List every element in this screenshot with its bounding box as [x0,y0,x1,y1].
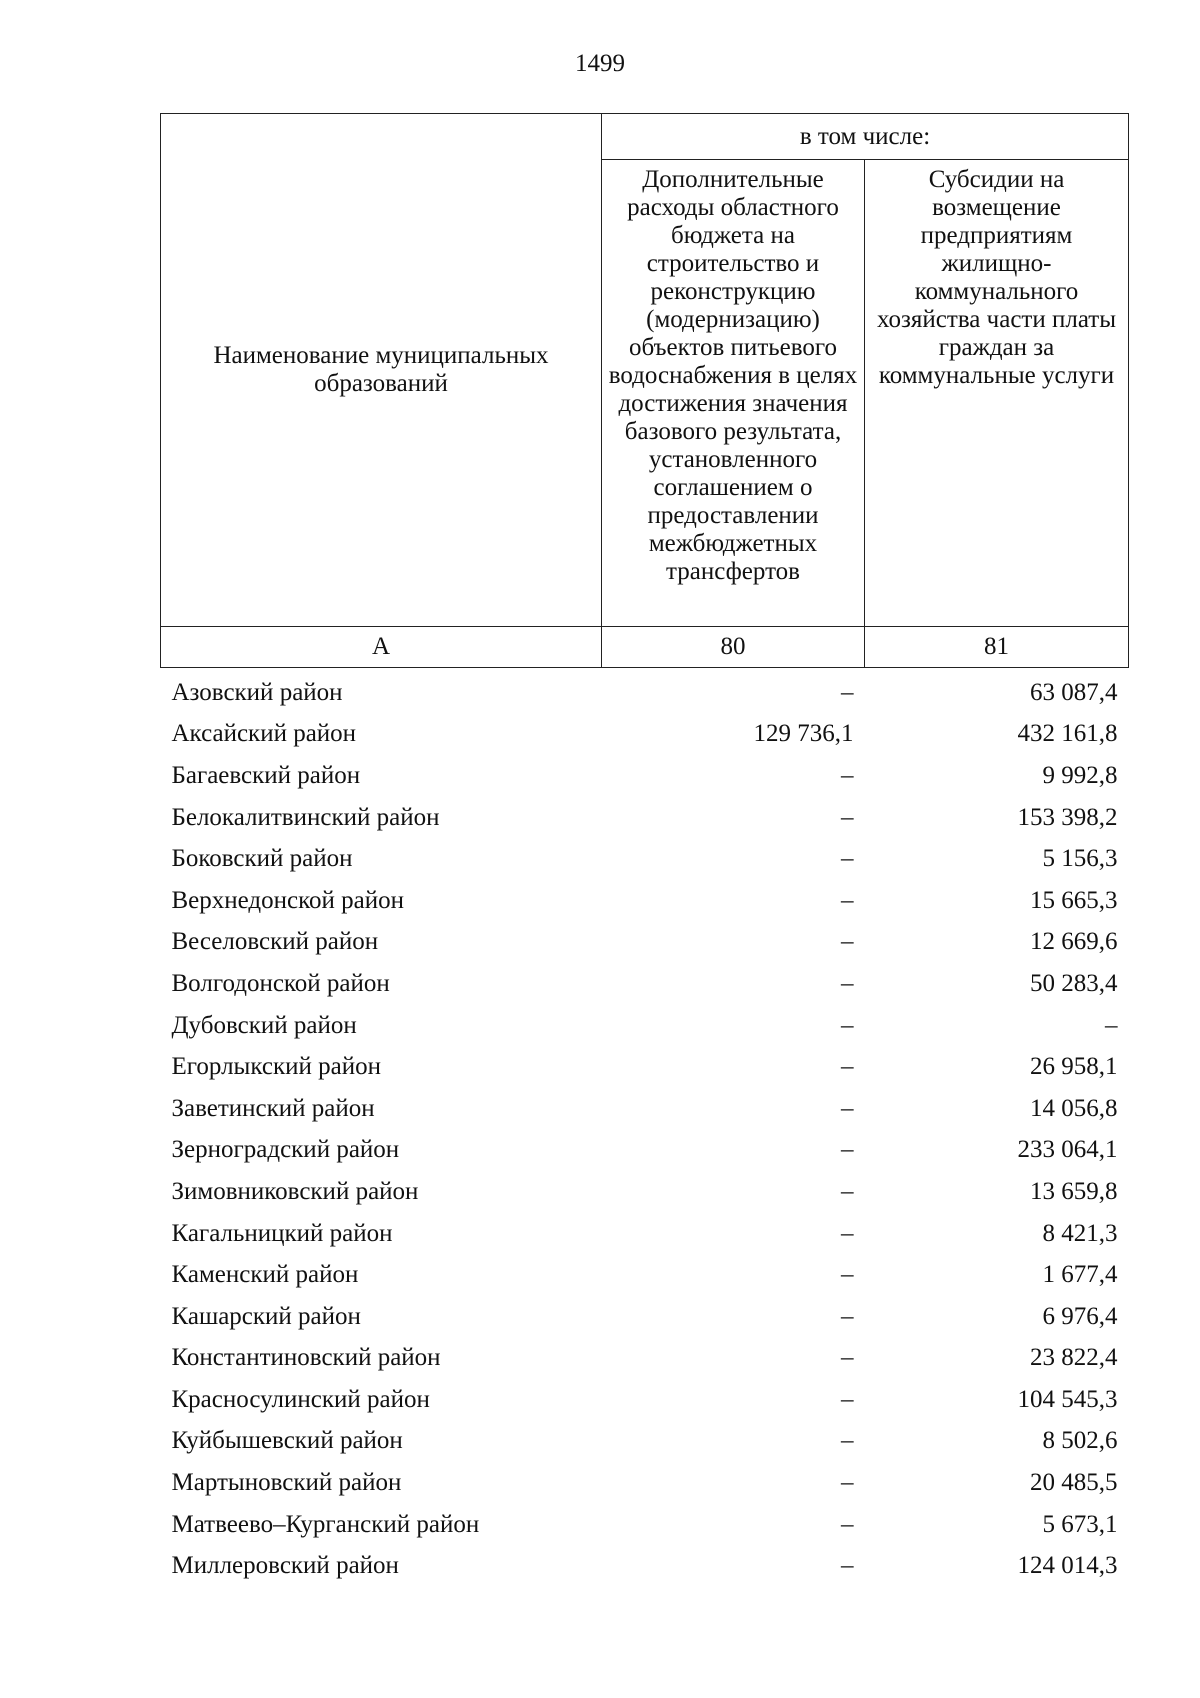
municipality-name: Заветинский район [171,1094,375,1122]
value-column-80: 129 736,1 [753,720,854,748]
value-column-81: 26 958,1 [1030,1053,1118,1081]
table-row [161,1046,1129,1088]
municipality-name: Егорлыкский район [171,1053,381,1081]
table-row [161,1421,1129,1463]
value-column-80: – [841,1053,854,1081]
value-column-80: – [841,1385,854,1413]
table-row [161,1504,1129,1546]
column-number-a: А [161,627,602,668]
municipality-name: Зимовниковский район [171,1177,419,1205]
value-column-80: – [841,928,854,956]
municipality-name: Кашарский район [171,1302,361,1330]
value-column-81: 8 421,3 [1042,1219,1118,1247]
value-column-81: 14 056,8 [1030,1094,1118,1122]
municipality-name: Кагальницкий район [171,1219,393,1247]
value-column-80: – [841,886,854,914]
value-column-80: – [841,1427,854,1455]
table-row [161,963,1129,1005]
value-column-80: – [841,969,854,997]
header-municipality-name: Наименование муниципальных образований [161,114,602,627]
column-number-80: 80 [602,627,865,668]
municipality-name: Белокалитвинский район [171,803,440,831]
table-row [161,668,1129,714]
value-column-80: – [841,845,854,873]
table-row [161,1379,1129,1421]
municipality-name: Волгодонской район [171,969,390,997]
municipality-name: Константиновский район [171,1344,441,1372]
municipality-name: Матвеево–Курганский район [171,1510,480,1538]
table-row [161,922,1129,964]
value-column-80: – [841,1344,854,1372]
table-row [161,838,1129,880]
header-column-80: Дополнительные расходы областного бюджета на строительство и реконструкцию (модернизацию) объектов питьевого водоснабжения в целях достижения значения базового результата, установленного соглашением о предоставлении межбюджетных трансфертов [602,160,865,627]
value-column-81: 13 659,8 [1030,1177,1118,1205]
value-column-81: 9 992,8 [1042,761,1118,789]
municipality-name: Азовский район [171,678,343,706]
value-column-80: – [841,1011,854,1039]
table-row [161,1338,1129,1380]
value-column-81: 63 087,4 [1030,678,1118,706]
value-column-81: 432 161,8 [1017,720,1118,748]
value-column-80: – [841,1136,854,1164]
value-column-80: – [841,1094,854,1122]
municipality-name: Куйбышевский район [171,1427,403,1455]
municipality-name: Зерноградский район [171,1136,400,1164]
value-column-81: 8 502,6 [1042,1427,1118,1455]
value-column-80: – [841,761,854,789]
table-body [161,668,1129,1588]
table-row [161,1545,1129,1587]
value-column-81: 1 677,4 [1042,1261,1118,1289]
table-header [161,114,1129,668]
municipality-name: Мартыновский район [171,1469,402,1497]
value-column-81: 6 976,4 [1042,1302,1118,1330]
municipality-name: Красносулинский район [171,1385,430,1413]
value-column-81: 20 485,5 [1030,1469,1118,1497]
table-row [161,755,1129,797]
value-column-81: 5 156,3 [1042,845,1118,873]
municipality-name: Миллеровский район [171,1552,399,1580]
value-column-80: – [841,1219,854,1247]
table-row [161,1005,1129,1047]
value-column-80: – [841,1302,854,1330]
value-column-81: 124 014,3 [1017,1552,1118,1580]
value-column-80: – [841,1261,854,1289]
column-number-81: 81 [865,627,1129,668]
value-column-81: 15 665,3 [1030,886,1118,914]
table-row [161,797,1129,839]
value-column-81: 5 673,1 [1042,1510,1118,1538]
table-row [161,714,1129,756]
table-row [161,880,1129,922]
budget-table [160,113,1129,1587]
page-number: 1499 [575,50,625,77]
value-column-80: – [841,1510,854,1538]
municipality-name: Багаевский район [171,761,361,789]
value-column-81: 104 545,3 [1017,1385,1118,1413]
municipality-name: Боковский район [171,845,353,873]
value-column-81: – [1105,1011,1118,1039]
table-row [161,1213,1129,1255]
value-column-80: – [841,678,854,706]
table-row [161,1254,1129,1296]
value-column-80: – [841,1552,854,1580]
value-column-81: 153 398,2 [1017,803,1118,831]
municipality-name: Аксайский район [171,720,357,748]
municipality-name: Дубовский район [171,1011,357,1039]
value-column-81: 50 283,4 [1030,969,1118,997]
municipality-name: Веселовский район [171,928,379,956]
value-column-80: – [841,1469,854,1497]
table-row [161,1088,1129,1130]
value-column-80: – [841,1177,854,1205]
table-row [161,1130,1129,1172]
value-column-81: 23 822,4 [1030,1344,1118,1372]
value-column-81: 12 669,6 [1030,928,1118,956]
table-row [161,1171,1129,1213]
header-including: в том числе: [602,114,1129,160]
table-row [161,1296,1129,1338]
table-row [161,1462,1129,1504]
value-column-81: 233 064,1 [1017,1136,1118,1164]
value-column-80: – [841,803,854,831]
header-column-81: Субсидии на возмещение предприятиям жилищно-коммунального хозяйства части платы граждан за коммунальные услуги [865,160,1129,627]
municipality-name: Верхнедонской район [171,886,404,914]
municipality-name: Каменский район [171,1261,359,1289]
